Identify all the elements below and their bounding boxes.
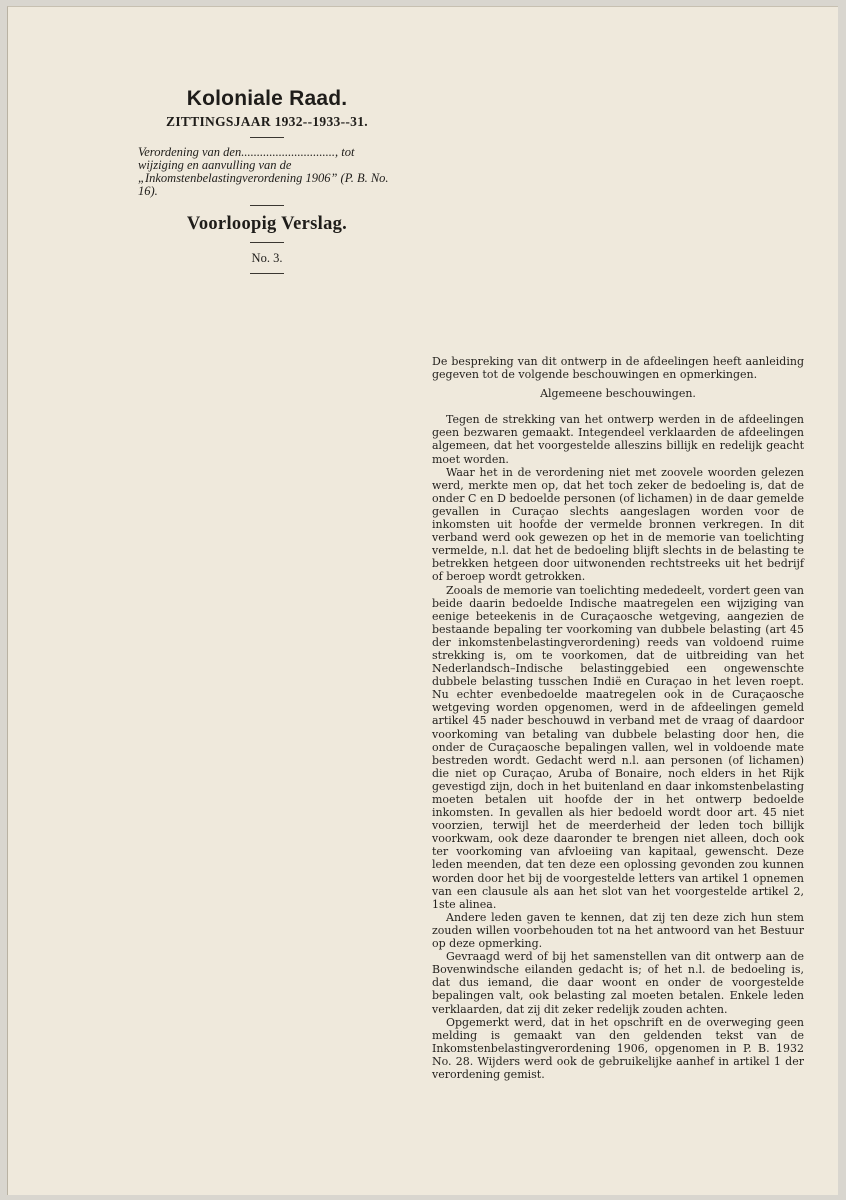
- body-paragraph: Waar het in de verordening niet met zoovele woorden gelezen werd, merkte men op, dat het toch zeker de bedoeling is, dat de onder C en D bedoelde personen (of lichamen) in de daar gemelde gevallen in Curaçao slechts aangeslagen worden voor de inkomsten uit hoofde der vermelde bronnen verkregen. In dit verband werd ook gewezen op het in de memorie van toelichting vermelde, n.l. dat het de bedoeling blijft slechts in de belasting te betrekken hetgeen door uitwonenden rechtstreeks uit het bedrijf of beroep wordt getrokken.: [432, 465, 804, 584]
- council-title: Koloniale Raad.: [186, 87, 348, 110]
- ordinance-title: Verordening van den.............................., tot wijziging en aanvulling van de „Inkomstenbelastingverordening 1906” (P. B. No. 16).: [138, 145, 389, 198]
- body-paragraph: Opgemerkt werd, dat in het opschrift en de overweging geen melding is gemaakt van den geldenden tekst van de Inkomstenbelastingverordening 1906, opgenomen in P. B. 1932 No. 28. Wijders werd ook de gebruikelijke aanhef in artikel 1 der verordening gemist.: [432, 1015, 804, 1081]
- session-year: ZITTINGSJAAR 1932--1933--31.: [166, 114, 368, 129]
- divider: [250, 273, 284, 274]
- divider: [250, 242, 284, 243]
- divider: [250, 205, 284, 206]
- body-paragraph: Zooals de memorie van toelichting mededeelt, vordert geen van beide daarin bedoelde Indische maatregelen een wijziging van eenige beteekenis in de Curaçaosche wetgeving, aangezien de bestaande bepaling ter voorkoming van dubbele belasting (art 45 der inkomstenbelastingverordening) reeds van voldoend ruime strekking is, om te voorkomen, dat de uitbreiding van het Nederlandsch–Indische belastinggebied een ongewenschte dubbele belasting tusschen Indië en Curaçao in het leven roept. Nu echter evenbedoelde maatregelen ook in de Curaçaosche wetgeving worden opgenomen, werd in de afdeelingen gemeld artikel 45 nader beschouwd in verband met de vraag of daardoor voorkoming van betaling van dubbele belasting door hen, die onder de Curaçaosche bepalingen vallen, wel in voldoende mate bestreden wordt. Gedacht werd n.l. aan personen (of lichamen) die niet op Curaçao, Aruba of Bonaire, noch elders in het Rijk gevestigd zijn, doch in het buitenland en daar inkomstenbelasting moeten betalen uit hoofde der in het ontwerp bedoelde inkomsten. In gevallen als hier bedoeld wordt door art. 45 niet voorzien, terwijl het de meerderheid der leden toch billijk voorkwam, ook deze daaronder te brengen niet alleen, doch ook ter voorkoming van afvloeiing van kapitaal, gewenscht. Deze leden meenden, dat ten deze een oplossing gevonden zou kunnen worden door het bij de voorgestelde letters van artikel 1 opnemen van een clausule als aan het slot van het voorgestelde artikel 2, 1ste alinea.: [432, 583, 804, 911]
- body-paragraph: Andere leden gaven te kennen, dat zij ten deze zich hun stem zouden willen voorbehouden tot na het antwoord van het Bestuur op deze opmerking.: [432, 910, 804, 951]
- section-heading: Algemeene beschouwingen.: [540, 387, 696, 401]
- document-page: [7, 6, 838, 1195]
- report-title: Voorloopig Verslag.: [186, 214, 348, 234]
- report-number: No. 3.: [251, 251, 283, 265]
- body-paragraph: Gevraagd werd of bij het samenstellen van dit ontwerp aan de Bovenwindsche eilanden gedacht is; of het n.l. de bedoeling is, dat dus iemand, die daar woont en onder de voorgestelde bepalingen valt, ook belasting zal moeten betalen. Enkele leden verklaarden, dat zij dit zeker redelijk zouden achten.: [432, 950, 804, 1016]
- report-body: [432, 355, 804, 1081]
- intro-paragraph: De bespreking van dit ontwerp in de afdeelingen heeft aanleiding gegeven tot de volgende beschouwingen en opmerkingen.: [432, 355, 804, 382]
- document-header: [138, 87, 396, 282]
- body-paragraph: Tegen de strekking van het ontwerp werden in de afdeelingen geen bezwaren gemaakt. Integendeel verklaarden de afdeelingen algemeen, dat het voorgestelde alleszins billijk en redelijk geacht moet worden.: [432, 413, 804, 466]
- divider: [250, 137, 284, 138]
